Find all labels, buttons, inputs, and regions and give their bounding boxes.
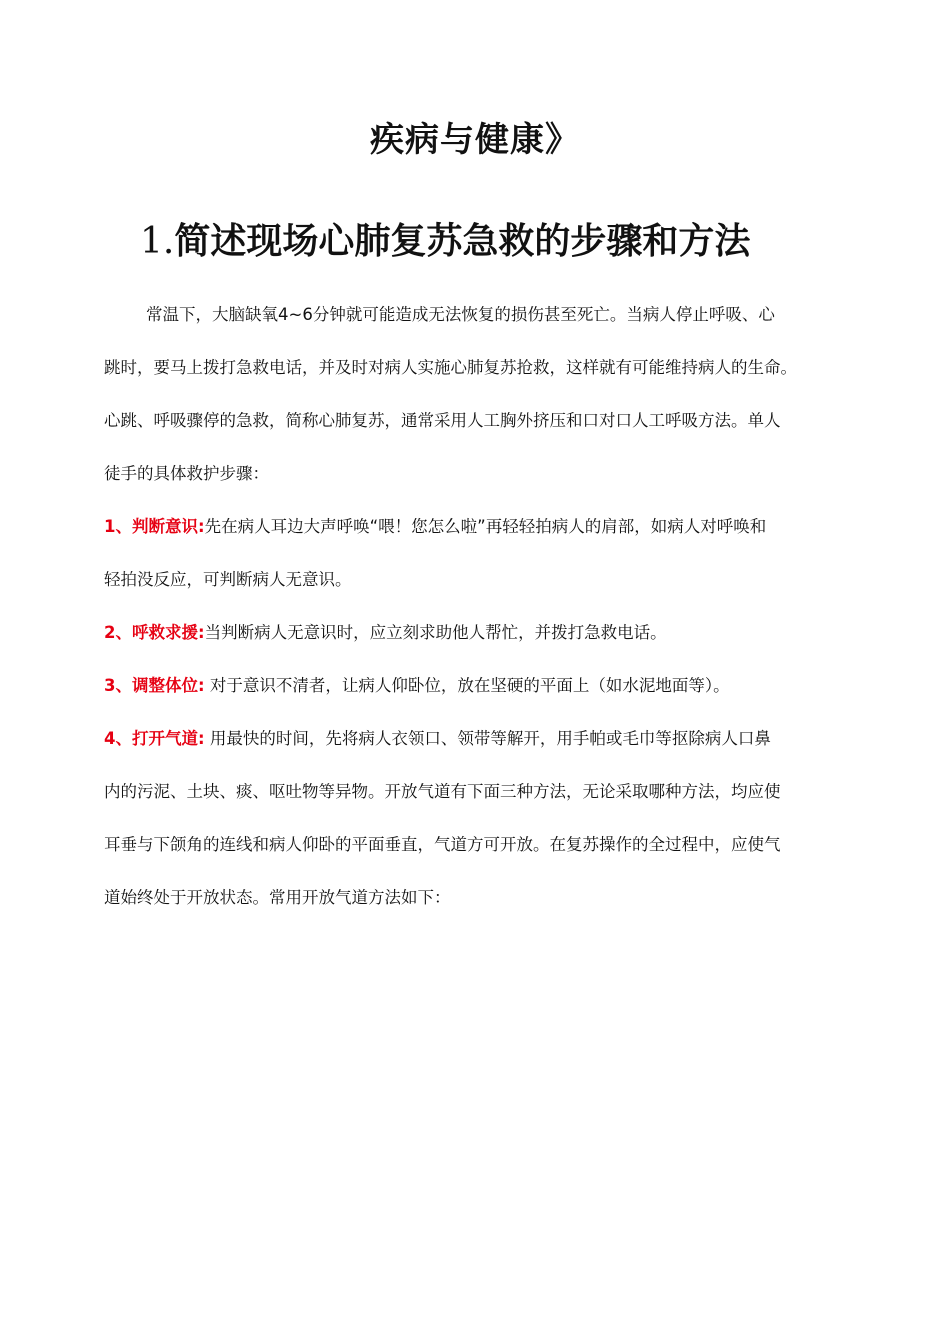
section-heading-text: 简述现场心肺复苏急救的步骤和方法 bbox=[174, 221, 751, 262]
step-3-text: 对于意识不清者，让病人仰卧位，放在坚硬的平面上（如水泥地面等）。 bbox=[204, 676, 730, 695]
step-4-continuation: 耳垂与下颌角的连线和病人仰卧的平面垂直，气道方可开放。在复苏操作的全过程中，应使气 bbox=[104, 835, 781, 854]
intro-line: 心跳、呼吸骤停的急救，简称心肺复苏，通常采用人工胸外挤压和口对口人工呼吸方法。单人 bbox=[104, 411, 781, 430]
step-1-label: 1、判断意识: bbox=[104, 517, 205, 536]
section-heading bbox=[140, 214, 750, 270]
step-1-continuation: 轻拍没反应，可判断病人无意识。 bbox=[104, 570, 352, 589]
step-3-label: 3、调整体位: bbox=[104, 676, 205, 695]
step-3 bbox=[104, 674, 730, 698]
intro-line: 常温下，大脑缺氧4~6分钟就可能造成无法恢复的损伤甚至死亡。当病人停止呼吸、心 bbox=[146, 305, 775, 324]
step-2 bbox=[104, 621, 667, 645]
step-4-label: 4、打开气道: bbox=[104, 729, 205, 748]
step-4 bbox=[104, 727, 771, 751]
step-2-text: 当判断病人无意识时，应立刻求助他人帮忙，并拨打急救电话。 bbox=[204, 623, 667, 642]
step-1 bbox=[104, 515, 766, 539]
step-4-continuation: 道始终处于开放状态。常用开放气道方法如下： bbox=[104, 888, 451, 907]
document-title: 疾病与健康》 bbox=[370, 120, 580, 160]
intro-line: 跳时，要马上拨打急救电话，并及时对病人实施心肺复苏抢救，这样就有可能维持病人的生命。 bbox=[104, 358, 797, 377]
step-2-label: 2、呼救求援: bbox=[104, 623, 205, 642]
step-4-text: 用最快的时间，先将病人衣领口、领带等解开，用手帕或毛巾等抠除病人口鼻 bbox=[204, 729, 771, 748]
step-1-text: 先在病人耳边大声呼唤“喂！您怎么啦”再轻轻拍病人的肩部，如病人对呼唤和 bbox=[204, 517, 767, 536]
section-heading-number: 1. bbox=[140, 221, 175, 262]
intro-line: 徒手的具体救护步骤： bbox=[104, 464, 269, 483]
step-4-continuation: 内的污泥、土块、痰、呕吐物等异物。开放气道有下面三种方法，无论采取哪种方法，均应使 bbox=[104, 782, 781, 801]
